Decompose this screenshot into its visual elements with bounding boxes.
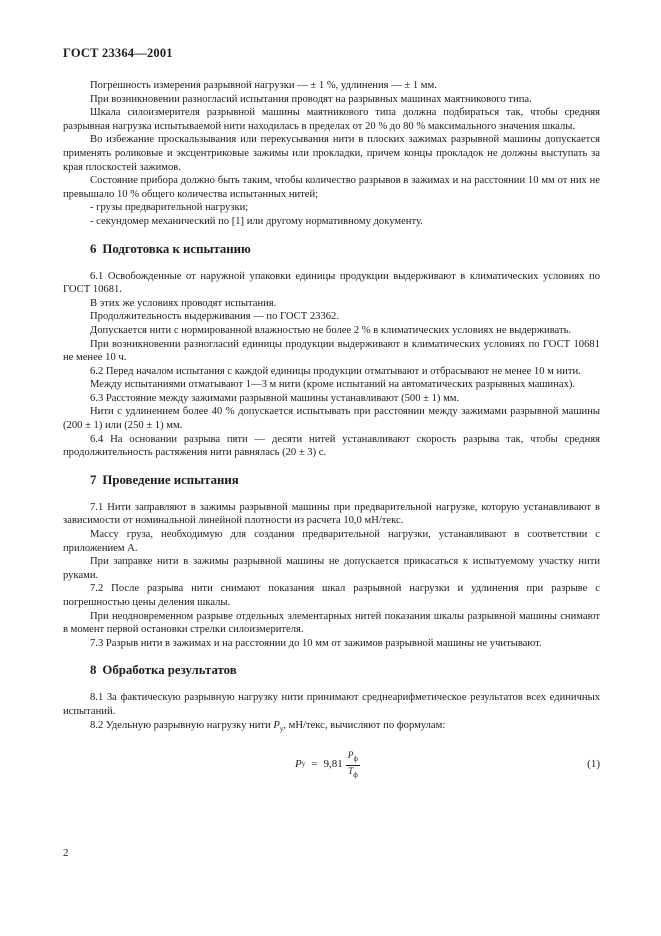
- paragraph-text: , мН/текс, вычисляют по формулам:: [283, 719, 446, 731]
- section-title: Проведение испытания: [102, 472, 239, 487]
- section-number: 6: [90, 241, 97, 256]
- formula-numerator: [346, 750, 360, 766]
- paragraph: При заправке нити в зажимы разрывной машины не допускается прикасаться к испытуемому участку нити руками.: [63, 556, 600, 581]
- numerator-symbol: P: [347, 750, 354, 761]
- formula: [295, 746, 360, 784]
- paragraph: Нити с удлинением более 40 % допускается испытывать при расстоянии между зажимами разрывной машины (200 ± 1) или (250 ± 1) мм.: [63, 406, 600, 432]
- paragraph: При возникновении разногласий испытания проводят на разрывных машинах маятникового типа.: [90, 93, 532, 105]
- page-number: 2: [63, 847, 69, 859]
- paragraph: 6.3 Расстояние между зажимами разрывной машины устанавливают (500 ± 1) мм.: [90, 392, 460, 404]
- paragraph: Погрешность измерения разрывной нагрузки — ± 1 %, удлинения — ± 1 мм.: [90, 80, 437, 91]
- list-item: - секундомер механический по [1] или другому нормативному документу.: [90, 215, 423, 227]
- paragraph: 8.1 За фактическую разрывную нагрузку нити принимают среднеарифметическое результатов всех единичных испытаний.: [63, 692, 600, 717]
- section-heading-7: [90, 473, 600, 488]
- paragraph: В этих же условиях проводят испытания.: [90, 297, 277, 309]
- formula-coefficient: 9,81: [323, 758, 343, 771]
- paragraph: 6.2 Перед началом испытания с каждой единицы продукции отматывают и отбрасывают не менее 10 м нити.: [90, 365, 581, 377]
- paragraph: 6.1 Освобожденные от наружной упаковки единицы продукции выдерживают в климатических условиях по ГОСТ 10681.: [63, 270, 600, 296]
- section-title: Обработка результатов: [102, 663, 237, 678]
- section-heading-6: [90, 242, 600, 257]
- paragraph-with-symbol: [63, 719, 600, 737]
- formula-lhs: P: [295, 758, 302, 771]
- formula-denominator: [346, 766, 360, 781]
- paragraph-text: 8.2 Удельную разрывную нагрузку нити: [90, 719, 274, 731]
- symbol-subscript: у: [279, 724, 284, 733]
- formula-lhs-subscript: у: [301, 760, 306, 769]
- paragraph: При возникновении разногласий единицы продукции выдерживают в климатических условиях по ГОСТ 10681 не менее 10 ч.: [63, 338, 600, 364]
- paragraph: Массу груза, необходимую для создания предварительной нагрузки, устанавливают в соответствии с приложением А.: [63, 529, 600, 554]
- document-body: [63, 79, 600, 784]
- formula-number: (1): [587, 758, 600, 771]
- paragraph: 6.4 На основании разрыва пяти — десяти нитей устанавливают скорость разрыва так, чтобы средняя продолжительность растяжения нити равнялась (20 ± 3) с.: [63, 433, 600, 459]
- paragraph: Шкала силоизмерителя разрывной машины маятникового типа должна подбираться так, чтобы средняя разрывная нагрузка испытываемой нити находилась в пределах от 20 % до 80 % максимального значения шкалы.: [63, 107, 600, 132]
- formula-row: [63, 746, 600, 784]
- paragraph: 7.3 Разрыв нити в зажимах и на расстоянии до 10 мм от зажимов разрывной машины не учитывают.: [90, 637, 542, 649]
- paragraph: Продолжительность выдерживания — по ГОСТ 23362.: [90, 311, 339, 323]
- paragraph: При неодновременном разрыве отдельных элементарных нитей показания шкалы разрывной машины снимают в момент первой остановки стрелки силоизмерителя.: [63, 610, 600, 636]
- standard-code: ГОСТ 23364—2001: [63, 46, 173, 60]
- paragraph: Допускается нити с нормированной влажностью не более 2 % в климатических условиях не выдерживать.: [90, 324, 572, 336]
- symbol: P: [273, 719, 280, 731]
- paragraph: Во избежание проскальзывания или перекусывания нити в плоских зажимах разрывной машины допускается применять роликовые и эксцентриковые зажимы или прокладки, причем концы прокладок не должны выступать за края плоскостей зажимов.: [63, 134, 600, 173]
- paragraph: 7.2 После разрыва нити снимают показания шкал разрывной нагрузки и удлинения при разрыве с погрешностью цены деления шкалы.: [63, 583, 600, 608]
- paragraph: Состояние прибора должно быть таким, чтобы количество разрывов в зажимах и на расстоянии 10 мм от них не превышало 10 % общего количества испытанных нитей;: [63, 175, 600, 200]
- numerator-subscript: ф: [353, 754, 359, 763]
- denominator-subscript: ф: [353, 770, 358, 779]
- formula-equals: =: [311, 758, 318, 771]
- section-number: 8: [90, 663, 97, 678]
- denominator-symbol: T: [347, 766, 354, 777]
- paragraph: Между испытаниями отматывают 1—3 м нити (кроме испытаний на автоматических разрывных машинах).: [90, 379, 576, 391]
- list-item: - грузы предварительной нагрузки;: [90, 202, 249, 214]
- section-heading-8: [90, 663, 600, 678]
- formula-fraction: [346, 750, 360, 781]
- section-title: Подготовка к испытанию: [102, 241, 251, 256]
- section-number: 7: [90, 472, 97, 487]
- paragraph: 7.1 Нити заправляют в зажимы разрывной машины при предварительной нагрузке, которую устанавливают в зависимости от номинальной линейной плотности из расчета 10,0 мН/текс.: [63, 501, 600, 527]
